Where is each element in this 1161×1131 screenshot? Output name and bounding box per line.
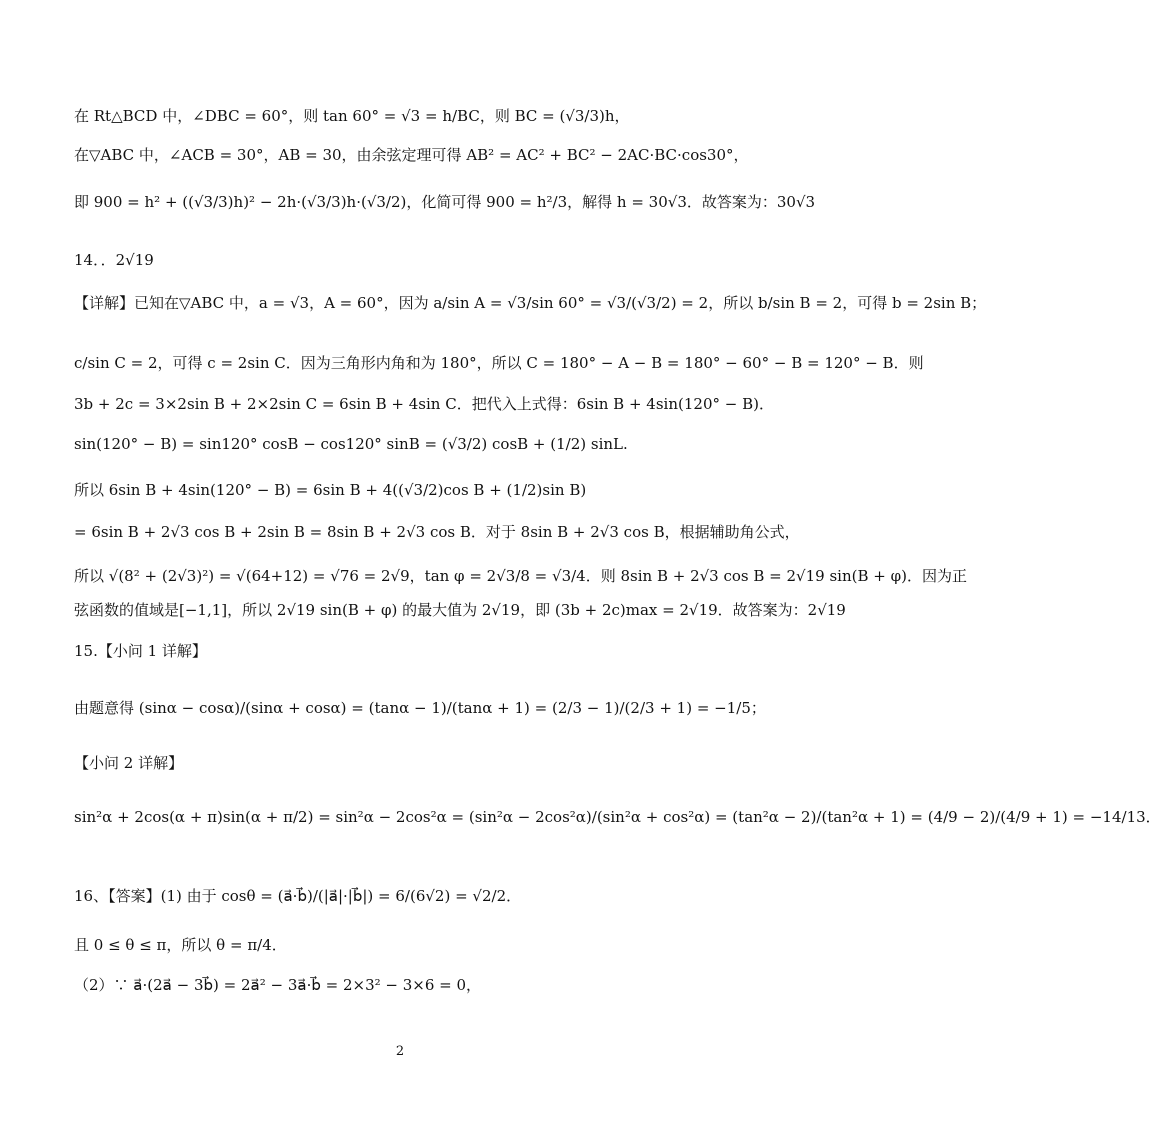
- text-line-2: 在▽ABC 中，∠ACB = 30°，AB = 30，由余弦定理可得 AB² = AC² + BC² − 2AC·BC·cos30°，: [74, 146, 749, 164]
- text-line-5: 【详解】已知在▽ABC 中，a = √3，A = 60°，因为 a/sin A = √3/sin 60° = √3/(√3/2) = 2，所以 b/sin B = 2，可得 b = 2sin B；: [74, 294, 987, 312]
- problem-16-line-2: 且 0 ≤ θ ≤ π，所以 θ = π/4．: [74, 936, 287, 954]
- text-line-12: 弦函数的值域是[−1,1]，所以 2√19 sin(B + φ) 的最大值为 2√19，即 (3b + 2c)max = 2√19．故答案为：2√19: [74, 601, 846, 619]
- text-line-7: 3b + 2c = 3×2sin B + 2×2sin C = 6sin B + 4sin C．把代入上式得：6sin B + 4sin(120° − B)．: [74, 395, 774, 413]
- problem-15-part1-header: 15.【小问 1 详解】: [74, 642, 207, 660]
- text-line-14: 由题意得 (sinα − cosα)/(sinα + cosα) = (tanα − 1)/(tanα + 1) = (2/3 − 1)/(2/3 + 1) = −1/5；: [74, 699, 766, 717]
- page-number: 2: [395, 1044, 405, 1059]
- text-line-1: 在 Rt△BCD 中，∠DBC = 60°，则 tan 60° = √3 = h/BC，则 BC = (√3/3)h，: [74, 107, 630, 125]
- text-line-6: c/sin C = 2，可得 c = 2sin C．因为三角形内角和为 180°，所以 C = 180° − A − B = 180° − 60° − B = 120° − B．则: [74, 354, 924, 372]
- text-line-16: sin²α + 2cos(α + π)sin(α + π/2) = sin²α − 2cos²α = (sin²α − 2cos²α)/(sin²α + cos²α) = (tan²α − 2)/(tan²α + 1) = (4/9 − 2)/(4/9 + 1) = −14/13．: [74, 808, 1161, 826]
- problem-14-header: 14．．2√19: [74, 251, 154, 269]
- problem-15-part2-header: 【小问 2 详解】: [74, 754, 184, 772]
- text-line-9: 所以 6sin B + 4sin(120° − B) = 6sin B + 4((√3/2)cos B + (1/2)sin B): [74, 481, 587, 499]
- text-line-10: = 6sin B + 2√3 cos B + 2sin B = 8sin B + 2√3 cos B．对于 8sin B + 2√3 cos B，根据辅助角公式，: [74, 523, 800, 541]
- text-line-8: sin(120° − B) = sin120° cosB − cos120° sinB = (√3/2) cosB + (1/2) sinL.: [74, 435, 628, 453]
- problem-16-line-1: 16、【答案】(1) 由于 cosθ = (a⃗·b⃗)/(|a⃗|·|b⃗|) = 6/(6√2) = √2/2．: [74, 887, 522, 905]
- text-line-11: 所以 √(8² + (2√3)²) = √(64+12) = √76 = 2√9，tan φ = 2√3/8 = √3/4．则 8sin B + 2√3 cos B = 2√19 sin(B + φ)．因为正: [74, 567, 967, 585]
- text-line-3: 即 900 = h² + ((√3/3)h)² − 2h·(√3/3)h·(√3/2)，化简可得 900 = h²/3，解得 h = 30√3．故答案为：30√3: [74, 193, 816, 211]
- problem-16-line-3: （2）∵ a⃗·(2a⃗ − 3b⃗) = 2a⃗² − 3a⃗·b⃗ = 2×3² − 3×6 = 0，: [74, 976, 482, 994]
